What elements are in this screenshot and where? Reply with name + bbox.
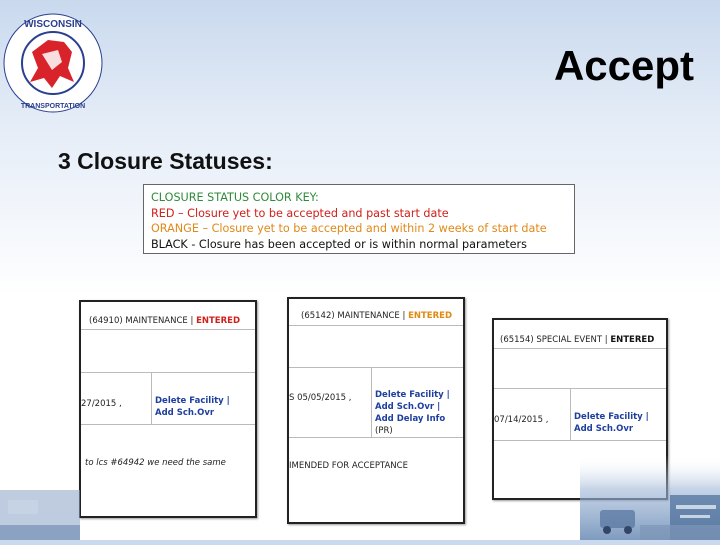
closure-card-orange [287, 297, 465, 524]
add-sch-ovr-link[interactable]: Add Sch.Ovr | [375, 402, 441, 412]
divider [494, 440, 666, 441]
closure-id-type: (64910) MAINTENANCE | [89, 316, 197, 326]
add-sch-ovr-link[interactable]: Add Sch.Ovr [155, 408, 215, 418]
divider [371, 367, 372, 437]
closure-date: 27/2015 , [81, 399, 122, 409]
delay-info-suffix: (PR) [375, 426, 393, 436]
closure-note: to lcs #64942 we need the same [85, 458, 226, 468]
closure-card-header [301, 311, 452, 321]
divider [494, 388, 666, 389]
status-entered-orange: ENTERED [408, 311, 452, 321]
background-road-photo-left [0, 470, 80, 540]
status-entered-red: ENTERED [196, 316, 240, 326]
background-road-photo [580, 455, 720, 540]
color-key-red: RED – Closure yet to be accepted and past start date [151, 206, 449, 220]
color-key-black: BLACK - Closure has been accepted or is within normal parameters [151, 237, 527, 251]
closure-card-header [500, 335, 654, 345]
slide-subtitle: 3 Closure Statuses: [58, 148, 273, 174]
closure-card-header [89, 316, 240, 326]
add-sch-ovr-link[interactable]: Add Sch.Ovr [574, 424, 634, 434]
divider [289, 325, 463, 326]
closure-card-red [79, 300, 257, 518]
slide-title: Accept [553, 42, 694, 89]
delete-facility-link[interactable]: Delete Facility | [155, 396, 230, 406]
closure-id-type: (65142) MAINTENANCE | [301, 311, 409, 321]
divider [494, 348, 666, 349]
divider [151, 372, 152, 424]
divider [81, 372, 255, 373]
divider [81, 329, 255, 330]
delete-facility-link[interactable]: Delete Facility | [375, 390, 450, 400]
delete-facility-link[interactable]: Delete Facility | [574, 412, 649, 422]
svg-text:TRANSPORTATION: TRANSPORTATION [20, 103, 86, 110]
svg-text:WISCONSIN: WISCONSIN [24, 19, 82, 30]
closure-date: S 05/05/2015 , [289, 393, 352, 403]
wisdot-logo [2, 12, 104, 114]
color-key-title: CLOSURE STATUS COLOR KEY: [151, 191, 319, 204]
divider [289, 437, 463, 438]
status-entered-black: ENTERED [610, 335, 655, 345]
color-key-orange: ORANGE – Closure yet to be accepted and within 2 weeks of start date [151, 222, 547, 235]
divider [570, 388, 571, 440]
add-delay-info-link[interactable]: Add Delay Info [375, 414, 446, 424]
closure-date: 07/14/2015 , [494, 415, 549, 425]
closure-status-color-key [143, 184, 575, 254]
acceptance-note: IMENDED FOR ACCEPTANCE [289, 461, 408, 471]
divider [81, 424, 255, 425]
closure-id-type: (65154) SPECIAL EVENT | [500, 335, 611, 345]
divider [289, 367, 463, 368]
